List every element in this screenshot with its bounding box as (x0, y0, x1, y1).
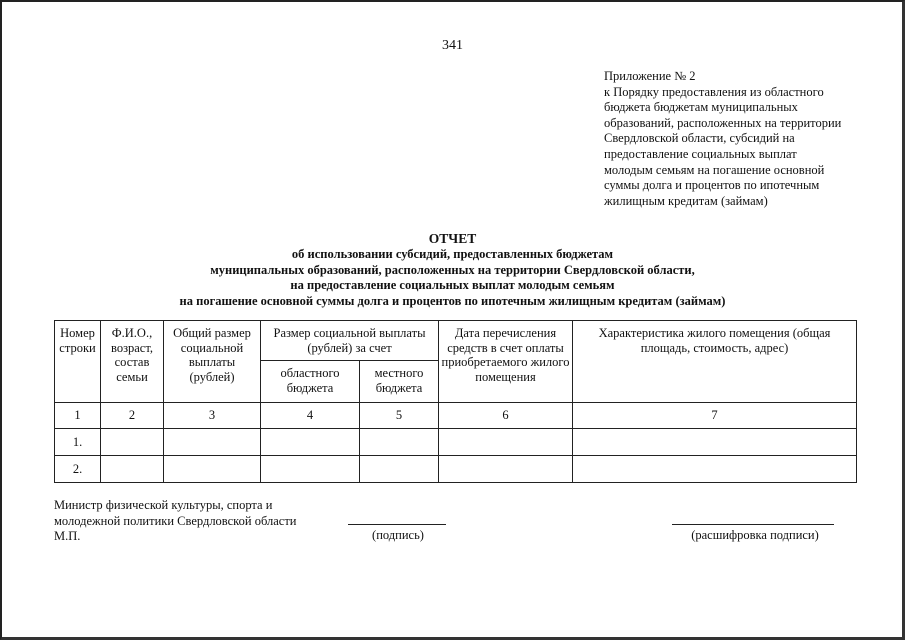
header-regional-budget: областного бюджета (261, 361, 360, 403)
header-amount-group: Размер социальной выплаты (рублей) за счет (261, 321, 439, 361)
row-label: 2. (55, 456, 101, 483)
table-cell (439, 429, 573, 456)
report-title: ОТЧЕТ (428, 231, 477, 246)
page-number: 341 (442, 38, 463, 53)
table-cell (573, 429, 857, 456)
table-cell (101, 429, 164, 456)
report-subtitle-line: на погашение основной суммы долга и процентов по ипотечным жилищным кредитам (займам) (179, 293, 726, 308)
signature-caption: (подпись) (372, 528, 424, 542)
seal-label: М.П. (54, 529, 81, 544)
table-cell (360, 456, 439, 483)
table-cell (261, 429, 360, 456)
signatory-line: Министр физической культуры, спорта и (54, 498, 273, 512)
appendix-line: образований, расположенных на территории (604, 115, 842, 130)
signature-block (54, 498, 296, 545)
appendix-line: Свердловской области, субсидий на (604, 131, 795, 146)
column-number: 3 (164, 403, 261, 429)
table-cell (164, 456, 261, 483)
header-row-number: Номер строки (55, 321, 101, 403)
appendix-line: жилищным кредитам (займам) (604, 193, 768, 208)
appendix-line: молодым семьям на погашение основной (604, 162, 825, 177)
table-cell (439, 456, 573, 483)
appendix-line: предоставление социальных выплат (604, 146, 797, 161)
table-row (55, 456, 857, 483)
header-fio: Ф.И.О., возраст, состав семьи (101, 321, 164, 403)
appendix-note (604, 69, 864, 209)
table-cell (573, 456, 857, 483)
report-table (54, 320, 857, 483)
report-subtitle-line: муниципальных образований, расположенных на территории Свердловской области, (210, 262, 695, 277)
table-cell (360, 429, 439, 456)
appendix-line: суммы долга и процентов по ипотечным (604, 178, 820, 193)
table-row (55, 429, 857, 456)
column-number: 6 (439, 403, 573, 429)
signature-decoding-line (672, 524, 834, 525)
row-label: 1. (55, 429, 101, 456)
column-number: 2 (101, 403, 164, 429)
signatory-line: молодежной политики Свердловской области (54, 513, 297, 528)
table-cell (261, 456, 360, 483)
table-cell (101, 456, 164, 483)
report-subtitle-line: об использовании субсидий, предоставленных бюджетам (291, 247, 614, 261)
column-number: 4 (261, 403, 360, 429)
signature-decoding-caption: (расшифровка подписи) (691, 528, 819, 542)
report-subtitle-line: на предоставление социальных выплат молодым семьям (290, 278, 615, 293)
appendix-line: к Порядку предоставления из областного (604, 84, 824, 99)
header-transfer-date: Дата перечисления средств в счет оплаты приобретаемого жилого помещения (439, 321, 573, 403)
column-number: 7 (573, 403, 857, 429)
report-subtitle (0, 247, 905, 309)
appendix-line: бюджета бюджетам муниципальных (604, 100, 798, 115)
header-housing: Характеристика жилого помещения (общая площадь, стоимость, адрес) (573, 321, 857, 403)
table-cell (164, 429, 261, 456)
appendix-line: Приложение № 2 (604, 69, 696, 83)
header-local-budget: местного бюджета (360, 361, 439, 403)
signature-line (348, 524, 446, 525)
column-number: 5 (360, 403, 439, 429)
header-total-amount: Общий размер социальной выплаты (рублей) (164, 321, 261, 403)
column-number: 1 (55, 403, 101, 429)
